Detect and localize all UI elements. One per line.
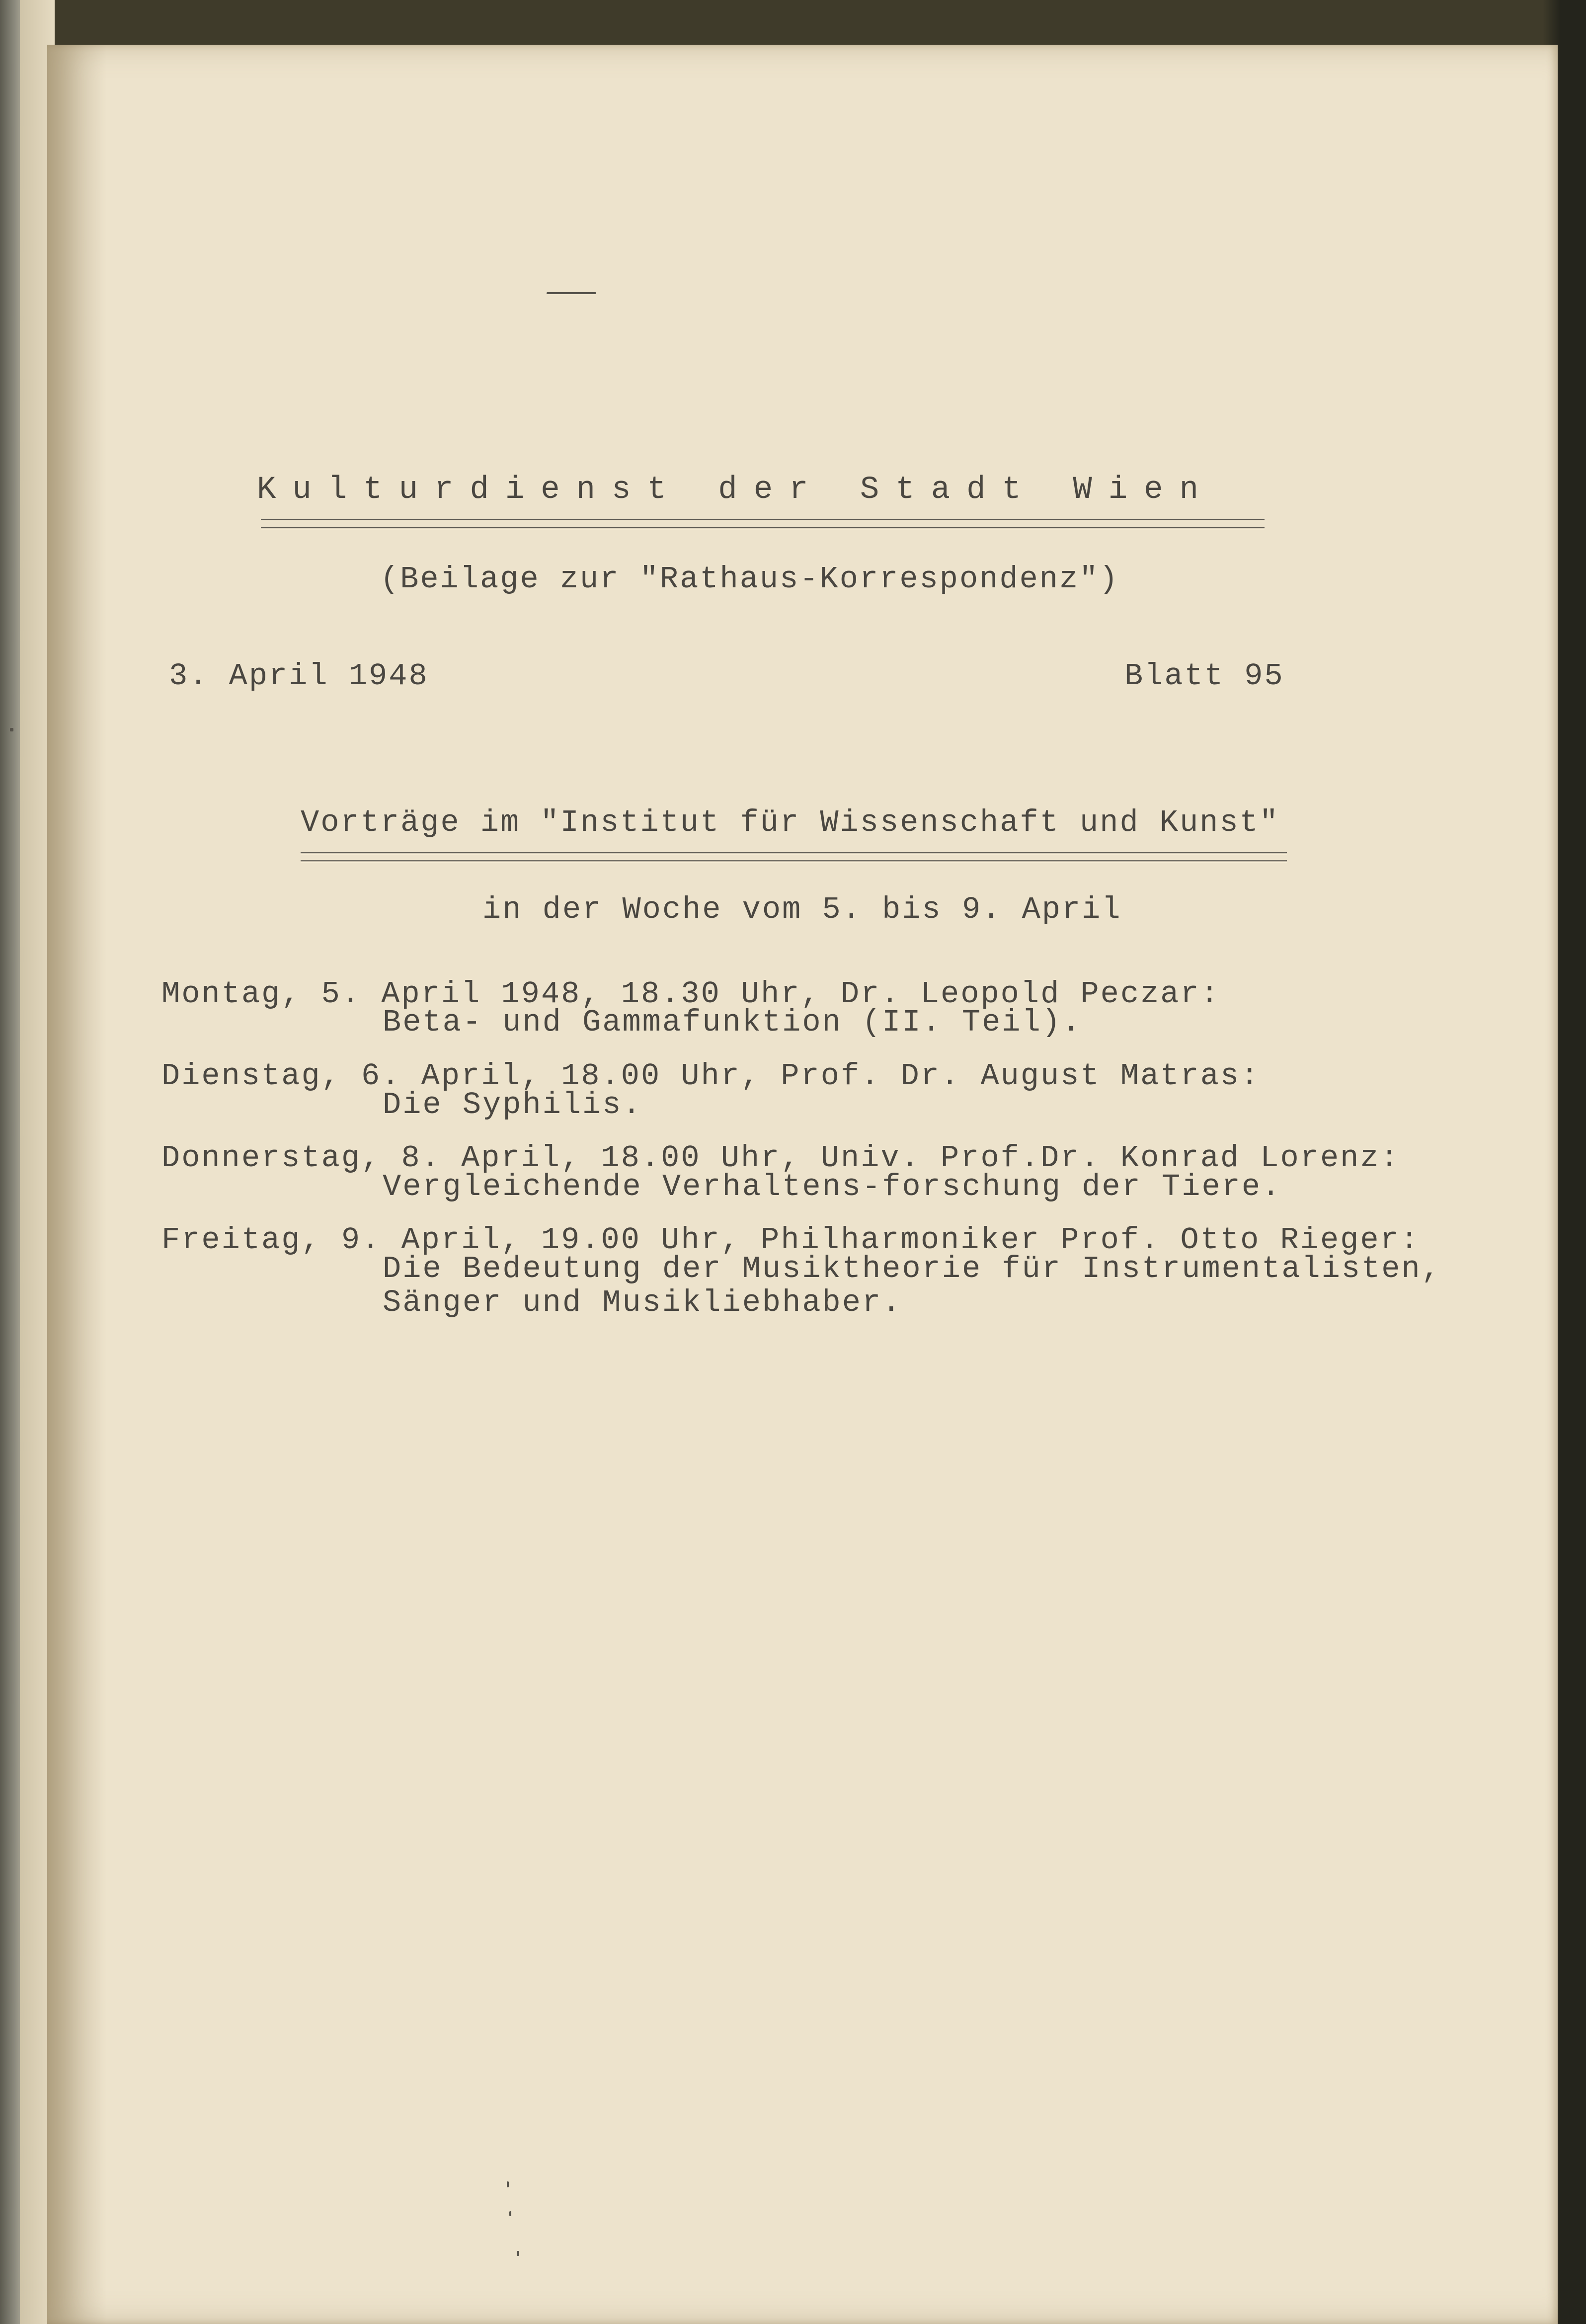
- entry-tuesday-line2: Die Syphilis.: [383, 1087, 642, 1122]
- ink-mark: [10, 728, 13, 731]
- entry-thursday-line1: Donnerstag, 8. April, 18.00 Uhr, Univ. Prof.Dr. Konrad Lorenz:: [161, 1140, 1400, 1176]
- paper-mark: [507, 2181, 509, 2187]
- ink-mark: [547, 292, 596, 294]
- section-underline: [301, 852, 1287, 862]
- title-underline: [261, 519, 1265, 529]
- entry-tuesday-line1: Dienstag, 6. April, 18.00 Uhr, Prof. Dr. August Matras:: [161, 1058, 1261, 1094]
- document-page: [47, 45, 1558, 2324]
- sheet-number: Blatt 95: [1124, 658, 1284, 694]
- entry-friday-line1: Freitag, 9. April, 19.00 Uhr, Philharmoniker Prof. Otto Rieger:: [161, 1222, 1420, 1258]
- gutter-shadow: [47, 45, 107, 2324]
- issue-date: 3. April 1948: [169, 658, 429, 694]
- document-title: Kulturdienst der Stadt Wien: [257, 472, 1215, 508]
- section-week: in der Woche vom 5. bis 9. April: [482, 892, 1122, 927]
- paper-mark: [509, 2211, 511, 2216]
- entry-friday-line3: Sänger und Musikliebhaber.: [383, 1285, 902, 1320]
- paper-mark: [517, 2251, 519, 2256]
- entry-monday-line2: Beta- und Gammafunktion (II. Teil).: [383, 1005, 1082, 1040]
- entry-friday-line2: Die Bedeutung der Musiktheorie für Instrumentalisten,: [383, 1251, 1441, 1286]
- entry-thursday-line2: Vergleichende Verhaltens-forschung der Tiere.: [383, 1169, 1282, 1204]
- document-subtitle: (Beilage zur "Rathaus-Korrespondenz"): [380, 561, 1119, 597]
- section-title: Vorträge im "Institut für Wissenschaft und Kunst": [301, 805, 1280, 840]
- entry-monday-line1: Montag, 5. April 1948, 18.30 Uhr, Dr. Leopold Peczar:: [161, 976, 1220, 1012]
